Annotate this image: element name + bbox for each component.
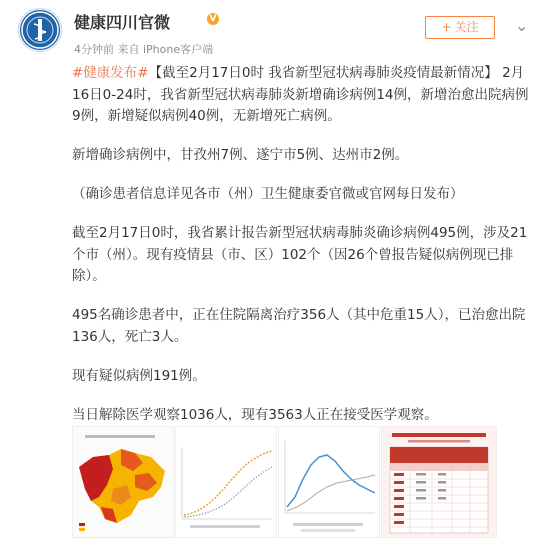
map-thumbnail[interactable] [72,426,174,538]
line-chart-icon [279,427,379,537]
sichuan-map-icon [73,427,173,537]
post-paragraph-3: （确诊患者信息详见各市（州）卫生健康委官微或官网每日发布） [72,186,464,202]
post-meta: 4分钟前 来自 iPhone客户端 [74,43,214,56]
image-gallery [72,426,532,536]
table-icon [382,427,496,537]
account-name[interactable]: 健康四川官微 [74,13,171,32]
line-chart-icon [176,427,276,537]
post-paragraph-2: 新增确诊病例中，甘孜州7例、遂宁市5例、达州市2例。 [72,147,409,163]
post-paragraph-5: 495名确诊患者中，正在住院隔离治疗356人（其中危重15人），已治愈出院136人，死亡3人。 [72,307,526,345]
chevron-down-icon[interactable]: ⌄ [515,16,529,35]
plus-icon: + [441,20,452,34]
trend-chart-thumbnail-2[interactable] [278,426,380,538]
follow-button[interactable] [425,16,495,39]
follow-label: 关注 [454,20,479,34]
statistics-table-thumbnail[interactable] [381,426,497,538]
post-paragraph-4: 截至2月17日0时，我省累计报告新型冠状病毒肺炎确诊病例495例，涉及21个市（州）。现有疫情县（市、区）102个（因26个曾报告疑似病例现已排除）。 [72,225,528,284]
verified-badge-icon: V [207,13,219,25]
post-paragraph-7: 当日解除医学观察1036人，现有3563人正在接受医学观察。 [72,406,438,423]
post-paragraph-6: 现有疑似病例191例。 [72,367,206,384]
health-emblem-icon [20,10,60,50]
avatar[interactable] [18,8,62,52]
post-paragraph-1: #健康发布#【截至2月17日0时 我省新型冠状病毒肺炎疫情最新情况】 2月16日0-24时，我省新型冠状病毒肺炎新增确诊病例14例，新增治愈出院病例9例，新增疑似病例40例，无新增死亡病例。 [72,65,529,124]
post-content [72,63,532,426]
topic-link[interactable]: #健康发布# [72,65,149,81]
trend-chart-thumbnail[interactable] [175,426,277,538]
